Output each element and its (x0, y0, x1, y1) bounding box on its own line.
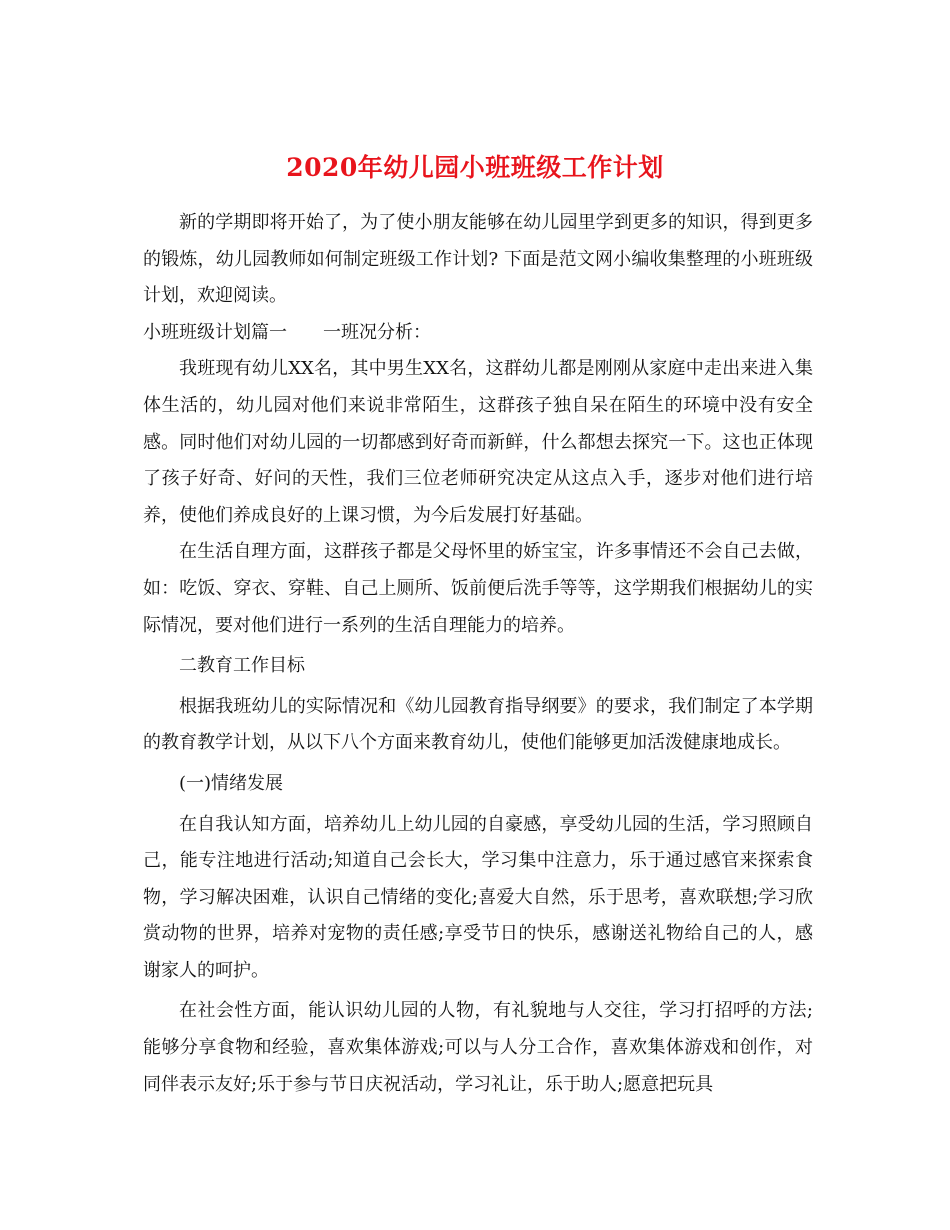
document-body (143, 205, 813, 1103)
paragraph-subheading-emotion: (一)情绪发展 (179, 772, 284, 794)
paragraph-class-analysis: 我班现有幼儿XX名，其中男生XX名，这群幼儿都是刚刚从家庭中走出来进入集体生活的，幼儿园对他们来说非常陌生，这群孩子独自呆在陌生的环境中没有安全感。同时他们对幼儿园的一切都感到好奇而新鲜，什么都想去探究一下。这也正体现了孩子好奇、好问的天性，我们三位老师研究决定从这点入手，逐步对他们进行培养，使他们养成良好的上课习惯，为今后发展打好基础。 (143, 358, 813, 526)
paragraph-intro: 新的学期即将开始了，为了使小朋友能够在幼儿园里学到更多的知识，得到更多的锻炼，幼儿园教师如何制定班级工作计划? 下面是范文网小编收集整理的小班班级计划，欢迎阅读。 (143, 212, 813, 307)
document-title: 2020年幼儿园小班班级工作计划 (286, 152, 664, 182)
paragraph-goals: 根据我班幼儿的实际情况和《幼儿园教育指导纲要》的要求，我们制定了本学期的教育教学计划，从以下八个方面来教育幼儿，使他们能够更加活泼健康地成长。 (143, 695, 813, 754)
paragraph-self-awareness: 在自我认知方面，培养幼儿上幼儿园的自豪感，享受幼儿园的生活，学习照顾自己，能专注地进行活动;知道自己会长大，学习集中注意力，乐于通过感官来探索食物，学习解决困难，认识自己情绪的变化;喜爱大自然，乐于思考，喜欢联想;学习欣赏动物的世界，培养对宠物的责任感;享受节日的快乐，感谢送礼物给自己的人，感谢家人的呵护。 (143, 813, 813, 981)
paragraph-self-care: 在生活自理方面，这群孩子都是父母怀里的娇宝宝，许多事情还不会自己去做，如：吃饭、穿衣、穿鞋、自己上厕所、饭前便后洗手等等，这学期我们根据幼儿的实际情况，要对他们进行一系列的生活自理能力的培养。 (143, 541, 813, 636)
paragraph-social: 在社会性方面，能认识幼儿园的人物，有礼貌地与人交往，学习打招呼的方法;能够分享食物和经验，喜欢集体游戏;可以与人分工合作，喜欢集体游戏和创作，对同伴表示友好;乐于参与节日庆祝活动，学习礼让，乐于助人;愿意把玩具 (143, 1000, 813, 1095)
paragraph-section-heading-2: 二教育工作目标 (179, 655, 305, 677)
paragraph-section-heading-1: 小班班级计划篇一 一班况分析： (143, 321, 431, 343)
